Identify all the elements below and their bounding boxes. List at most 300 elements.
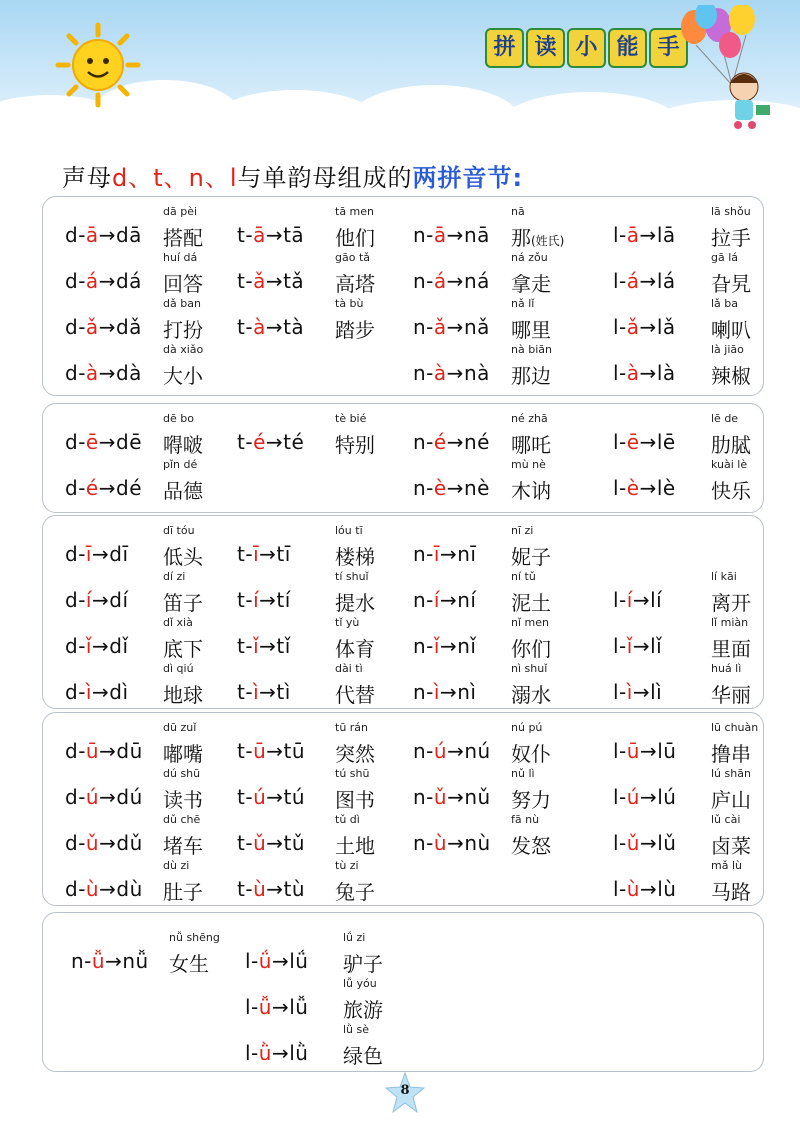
initial: t- — [237, 634, 254, 658]
word-hanzi — [343, 994, 383, 1023]
spelling-formula — [237, 831, 305, 855]
spelling-formula — [237, 739, 305, 763]
word-pinyin: lē de — [711, 412, 739, 425]
final-vowel: ǔ — [85, 831, 100, 855]
spelling-formula — [237, 588, 291, 612]
initial: l- — [613, 223, 627, 247]
word-pinyin: tǐ yù — [335, 616, 360, 629]
initial: n- — [413, 739, 434, 763]
word-pinyin: gāo tǎ — [335, 251, 371, 264]
syllable: tī — [276, 542, 291, 566]
word-pinyin: gā lá — [711, 251, 739, 264]
syllable-entry — [237, 297, 407, 343]
word-hanzi — [335, 222, 375, 251]
hanzi-text: 打扮 — [163, 318, 203, 342]
hanzi-text: 笛子 — [163, 591, 203, 615]
initial: l- — [613, 739, 627, 763]
arrow: → — [265, 223, 284, 247]
spelling-formula — [613, 634, 662, 658]
syllable-entry — [65, 343, 235, 389]
initial: d- — [65, 634, 86, 658]
syllable-entry — [65, 616, 235, 662]
arrow: → — [446, 476, 464, 500]
syllable-entry — [413, 721, 583, 767]
heading-pre: 声母 — [62, 164, 112, 192]
word-pinyin: lǘ zi — [343, 931, 366, 944]
final-vowel: ē — [626, 430, 640, 454]
hanzi-text: 体育 — [335, 637, 375, 661]
word-pinyin: dù zi — [163, 859, 190, 872]
initial: l- — [613, 680, 627, 704]
final-vowel: ǔ — [626, 831, 640, 855]
syllable: nè — [463, 476, 490, 500]
final-vowel: á — [85, 269, 99, 293]
word-hanzi — [711, 633, 751, 662]
word-hanzi — [511, 633, 551, 662]
word-hanzi — [711, 475, 751, 504]
arrow: → — [266, 739, 284, 763]
syllable: dí — [109, 588, 129, 612]
word-pinyin: mǎ lù — [711, 859, 742, 872]
syllable: nǐ — [457, 634, 477, 658]
word-pinyin: lǔ cài — [711, 813, 741, 826]
initial: d- — [65, 739, 86, 763]
initial: n- — [413, 542, 434, 566]
hanzi-text: 堵车 — [163, 834, 203, 858]
word-hanzi — [163, 541, 203, 570]
arrow: → — [439, 542, 458, 566]
hanzi-text: 奴仆 — [511, 742, 551, 766]
spelling-formula — [413, 739, 491, 763]
spelling-formula — [613, 269, 676, 293]
syllable: lǜ — [289, 1041, 309, 1065]
arrow: → — [91, 542, 110, 566]
hanzi-text: 代替 — [335, 683, 375, 707]
arrow: → — [639, 269, 657, 293]
hanzi-text: 木讷 — [511, 479, 551, 503]
word-hanzi — [335, 314, 375, 343]
syllable-entry — [413, 251, 583, 297]
syllable: tí — [276, 588, 291, 612]
initial: n- — [413, 223, 434, 247]
syllable: lì — [650, 680, 663, 704]
syllable-entry — [613, 813, 783, 859]
syllable: né — [463, 430, 490, 454]
word-pinyin: dā pèi — [163, 205, 198, 218]
syllable-entry — [65, 458, 235, 504]
syllable-entry — [65, 813, 235, 859]
initial: n- — [413, 785, 434, 809]
word-hanzi — [335, 830, 375, 859]
hanzi-text: 旮旯 — [711, 272, 751, 296]
syllable: lǐ — [650, 634, 663, 658]
syllable-entry — [237, 524, 407, 570]
syllable-entry — [245, 977, 415, 1023]
hanzi-text: 他们 — [335, 226, 375, 250]
final-vowel: ū — [85, 739, 100, 763]
spelling-formula — [237, 542, 291, 566]
syllable-entry — [613, 251, 783, 297]
word-hanzi — [163, 738, 203, 767]
final-vowel: ī — [85, 542, 92, 566]
syllable-entry — [237, 721, 407, 767]
arrow: → — [266, 831, 284, 855]
arrow: → — [439, 588, 458, 612]
initial: l- — [613, 785, 627, 809]
final-vowel: ā — [85, 223, 99, 247]
syllable: dá — [115, 269, 142, 293]
hanzi-text: 溺水 — [511, 683, 551, 707]
hanzi-text: 嘟嘴 — [163, 742, 203, 766]
syllable-entry — [613, 570, 783, 616]
arrow: → — [639, 361, 657, 385]
spelling-formula — [237, 315, 304, 339]
syllable: lū — [657, 739, 677, 763]
heading-colon: : — [512, 164, 524, 192]
word-pinyin: mù nè — [511, 458, 546, 471]
initial: t- — [237, 223, 254, 247]
hanzi-text: 大小 — [163, 364, 203, 388]
final-vowel: é — [433, 430, 447, 454]
hanzi-text: 泥土 — [511, 591, 551, 615]
word-hanzi — [163, 830, 203, 859]
final-vowel: ì — [433, 680, 440, 704]
hanzi-text: 庐山 — [711, 788, 751, 812]
banner-char: 读 — [526, 28, 565, 68]
final-vowel: í — [626, 588, 633, 612]
syllable-entry — [413, 412, 583, 458]
syllable: ná — [463, 269, 490, 293]
syllable-panel — [42, 912, 764, 1072]
syllable-panel — [42, 712, 764, 906]
heading-initials: d、t、n、l — [112, 164, 238, 192]
hanzi-text: 土地 — [335, 834, 375, 858]
syllable: dǔ — [116, 831, 143, 855]
hanzi-text: 努力 — [511, 788, 551, 812]
spelling-formula — [65, 542, 129, 566]
word-hanzi — [163, 475, 203, 504]
arrow: → — [639, 831, 658, 855]
word-hanzi — [711, 830, 751, 859]
syllable: dú — [116, 785, 143, 809]
final-vowel: ǎ — [626, 315, 640, 339]
hanzi-text: 旅游 — [343, 998, 383, 1022]
hanzi-text: 肚子 — [163, 880, 203, 904]
word-pinyin: ní tǔ — [511, 570, 536, 583]
arrow: → — [259, 680, 277, 704]
final-vowel: ú — [433, 739, 448, 763]
hanzi-text: 哪里 — [511, 318, 551, 342]
initial: n- — [413, 831, 434, 855]
arrow: → — [98, 476, 116, 500]
initial: d- — [65, 542, 86, 566]
hanzi-text: 你们 — [511, 637, 551, 661]
word-hanzi — [163, 784, 203, 813]
word-pinyin: tā men — [335, 205, 375, 218]
spelling-formula — [613, 739, 676, 763]
syllable-entry — [237, 767, 407, 813]
arrow: → — [265, 430, 284, 454]
syllable: tǔ — [283, 831, 306, 855]
hanzi-text: 卤菜 — [711, 834, 751, 858]
arrow: → — [632, 588, 651, 612]
arrow: → — [271, 949, 290, 973]
initial: d- — [65, 361, 86, 385]
spelling-formula — [413, 361, 490, 385]
arrow: → — [99, 831, 117, 855]
word-hanzi — [711, 360, 751, 389]
word-pinyin: dū zuǐ — [163, 721, 197, 734]
word-hanzi — [163, 268, 203, 297]
hanzi-text: 拉手 — [711, 226, 751, 250]
syllable-entry — [413, 205, 583, 251]
syllable-entry — [413, 570, 583, 616]
spelling-formula — [65, 634, 129, 658]
section-heading — [62, 158, 523, 193]
syllable: tì — [276, 680, 291, 704]
initial: n- — [413, 269, 434, 293]
syllable-entry — [413, 813, 583, 859]
word-pinyin: fā nù — [511, 813, 540, 826]
spelling-formula — [413, 542, 476, 566]
spelling-formula — [613, 430, 676, 454]
word-hanzi — [711, 679, 751, 708]
initial: t- — [237, 680, 254, 704]
spelling-formula — [65, 315, 142, 339]
syllable-entry — [65, 251, 235, 297]
hanzi-text: 肋脦 — [711, 433, 751, 457]
syllable: dǎ — [115, 315, 142, 339]
arrow: → — [439, 634, 458, 658]
arrow: → — [446, 223, 464, 247]
initial: d- — [65, 785, 86, 809]
word-hanzi — [511, 738, 551, 767]
hanzi-text: 底下 — [163, 637, 203, 661]
arrow: → — [639, 223, 657, 247]
arrow: → — [266, 785, 284, 809]
final-vowel: è — [626, 476, 640, 500]
word-hanzi — [711, 429, 751, 458]
initial: n- — [413, 430, 434, 454]
syllable: nī — [457, 542, 477, 566]
syllable-entry — [65, 570, 235, 616]
word-pinyin: dà xiǎo — [163, 343, 204, 356]
syllable: té — [283, 430, 305, 454]
word-pinyin: lí kāi — [711, 570, 737, 583]
initial: d- — [65, 269, 86, 293]
spelling-formula — [237, 223, 304, 247]
final-vowel: ú — [85, 785, 100, 809]
syllable-entry — [65, 297, 235, 343]
banner-char: 拼 — [485, 28, 524, 68]
spelling-formula — [413, 476, 490, 500]
word-pinyin: tǔ dì — [335, 813, 360, 826]
hanzi-text: 那边 — [511, 364, 551, 388]
final-vowel: à — [433, 361, 447, 385]
syllable-entry — [613, 297, 783, 343]
banner-char: 手 — [649, 28, 688, 68]
initial: d- — [65, 315, 86, 339]
word-pinyin: lǎ ba — [711, 297, 739, 310]
arrow: → — [639, 315, 657, 339]
initial: d- — [65, 680, 86, 704]
hanzi-text: 里面 — [711, 637, 751, 661]
initial: l- — [613, 269, 627, 293]
spelling-formula — [65, 430, 142, 454]
arrow: → — [265, 315, 284, 339]
syllable: lǘ — [289, 949, 309, 973]
syllable-entry — [65, 205, 235, 251]
syllable: nǔ — [464, 785, 491, 809]
final-vowel: ī — [433, 542, 440, 566]
arrow: → — [639, 785, 658, 809]
girl-with-balloons-illustration — [672, 5, 792, 130]
word-hanzi — [511, 541, 551, 570]
initial: d- — [65, 223, 86, 247]
syllable-entry — [71, 931, 241, 977]
hanzi-text: 高塔 — [335, 272, 375, 296]
banner-char: 小 — [567, 28, 606, 68]
syllable-entry — [413, 297, 583, 343]
arrow: → — [639, 739, 658, 763]
syllable: tù — [283, 877, 306, 901]
word-pinyin: nǎ lǐ — [511, 297, 535, 310]
final-vowel: ǜ — [258, 1041, 272, 1065]
spelling-formula — [65, 680, 129, 704]
initial: t- — [237, 831, 254, 855]
arrow: → — [446, 361, 464, 385]
syllable-entry — [237, 616, 407, 662]
final-vowel: ì — [85, 680, 92, 704]
final-vowel: ī — [253, 542, 260, 566]
spelling-formula — [65, 269, 142, 293]
arrow: → — [98, 223, 116, 247]
syllable: dé — [116, 476, 142, 500]
initial: t- — [237, 315, 254, 339]
arrow: → — [259, 542, 277, 566]
initial: l- — [245, 1041, 259, 1065]
spelling-formula — [237, 269, 304, 293]
word-hanzi — [335, 587, 375, 616]
spelling-formula — [613, 831, 676, 855]
hanzi-text: 兔子 — [335, 880, 375, 904]
word-hanzi — [163, 360, 203, 389]
hanzi-text: 特别 — [335, 433, 375, 457]
syllable-entry — [237, 570, 407, 616]
initial: t- — [237, 785, 254, 809]
syllable: lē — [656, 430, 676, 454]
initial: l- — [613, 315, 627, 339]
spelling-formula — [613, 361, 676, 385]
word-hanzi — [335, 784, 375, 813]
hanzi-text: 图书 — [335, 788, 375, 812]
spelling-formula — [413, 430, 490, 454]
final-vowel: ù — [85, 877, 100, 901]
word-pinyin: dú shū — [163, 767, 201, 780]
word-hanzi — [163, 222, 203, 251]
syllable-entry — [65, 412, 235, 458]
word-pinyin: tú shū — [335, 767, 370, 780]
syllable: nì — [457, 680, 477, 704]
initial: l- — [613, 831, 627, 855]
spelling-formula — [413, 785, 491, 809]
syllable-entry — [245, 931, 415, 977]
initial: l- — [245, 995, 259, 1019]
arrow: → — [105, 949, 123, 973]
word-hanzi — [511, 830, 551, 859]
spelling-formula — [413, 269, 490, 293]
arrow: → — [639, 430, 657, 454]
arrow: → — [447, 785, 465, 809]
syllable: nǚ — [122, 949, 149, 973]
arrow: → — [632, 680, 651, 704]
syllable-entry — [613, 343, 783, 389]
spelling-formula — [413, 634, 476, 658]
arrow: → — [99, 739, 117, 763]
syllable: lā — [656, 223, 676, 247]
word-pinyin: dí zi — [163, 570, 186, 583]
cloud — [350, 85, 520, 155]
final-vowel: é — [85, 476, 99, 500]
final-vowel: á — [626, 269, 640, 293]
hanzi-text: 品德 — [163, 479, 203, 503]
arrow: → — [271, 995, 290, 1019]
syllable: tà — [283, 315, 305, 339]
final-vowel: í — [85, 588, 92, 612]
spelling-formula — [613, 588, 662, 612]
hanzi-text: 嘚啵 — [163, 433, 203, 457]
final-vowel: ū — [626, 739, 640, 763]
syllable: dù — [116, 877, 143, 901]
syllable-entry — [613, 662, 783, 708]
syllable-entry — [413, 616, 583, 662]
arrow: → — [99, 785, 117, 809]
hanzi-text: 驴子 — [343, 952, 383, 976]
initial: n- — [71, 949, 92, 973]
syllable: nā — [463, 223, 490, 247]
syllable: ní — [457, 588, 477, 612]
hanzi-text: 突然 — [335, 742, 375, 766]
final-vowel: ǔ — [433, 785, 448, 809]
syllable-entry — [65, 662, 235, 708]
spelling-formula — [237, 634, 291, 658]
arrow: → — [639, 476, 657, 500]
word-hanzi — [163, 876, 203, 905]
word-pinyin: lǜ sè — [343, 1023, 370, 1036]
initial: n- — [413, 588, 434, 612]
final-vowel: ǐ — [85, 634, 92, 658]
syllable-entry — [413, 767, 583, 813]
arrow: → — [271, 1041, 290, 1065]
word-pinyin: huí dá — [163, 251, 198, 264]
word-hanzi — [511, 429, 551, 458]
hanzi-text: 离开 — [711, 591, 751, 615]
initial: d- — [65, 877, 86, 901]
syllable: nǎ — [463, 315, 490, 339]
arrow: → — [447, 831, 465, 855]
word-hanzi — [511, 475, 551, 504]
hanzi-text: 踏步 — [335, 318, 375, 342]
arrow: → — [98, 269, 116, 293]
title-banner — [485, 28, 688, 68]
word-pinyin: dài tì — [335, 662, 363, 675]
spelling-formula — [413, 680, 476, 704]
word-pinyin: huá lì — [711, 662, 742, 675]
initial: n- — [413, 680, 434, 704]
hanzi-text: 楼梯 — [335, 545, 375, 569]
arrow: → — [265, 269, 284, 293]
syllable: tā — [283, 223, 305, 247]
